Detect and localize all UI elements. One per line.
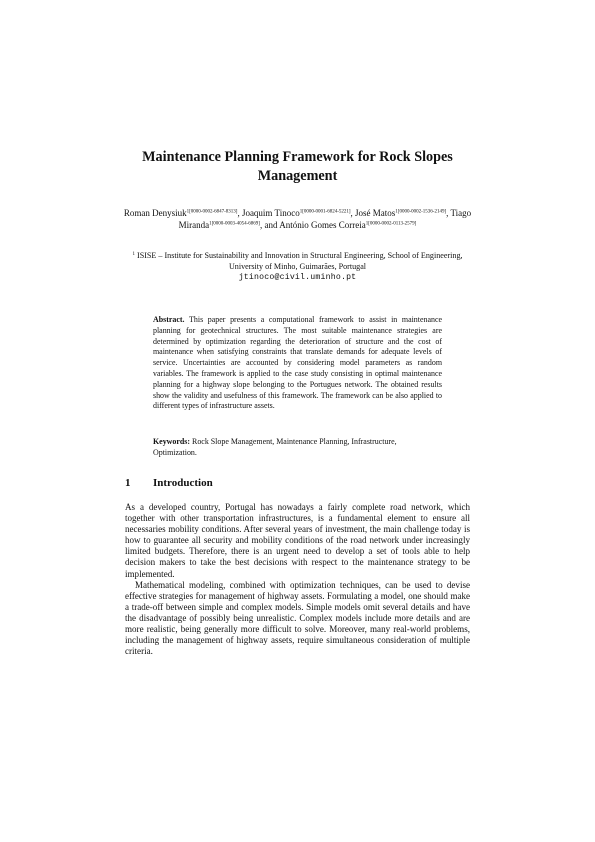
- paragraph: Mathematical modeling, combined with optimization techniques, can be used to devise effective strategies for management of highway assets. Formulating a model, one should make a trade-off between simple and complex models. Simple models omit several details and have the disadvantage of possibly being unrealistic. Complex models include more details and are more realistic, being generally more difficult to solve. Moreover, many real-world problems, including the management of highway assets, require simultaneous consideration of multiple criteria.: [125, 579, 470, 657]
- contact-email[interactable]: jtinoco@civil.uminho.pt: [238, 272, 357, 282]
- affiliation: $^1$ ISISE – Institute for Sustainability and Innovation in Structural Engineering, School of Engineering, University of Minho, Guimarães, Portugal: [132, 251, 463, 271]
- author-affiliation-ref: 1[0000-0002-1536-2149]: [395, 209, 447, 215]
- keywords: [153, 437, 442, 459]
- affiliation-block: [122, 251, 473, 283]
- author-affiliation-ref: 1[0000-0001-6824-5221]: [299, 209, 351, 215]
- paragraph: As a developed country, Portugal has nowadays a fairly complete road network, which together with other transportation infrastructures, is a fundamental element to ensure all necessaries mobility conditions. After several years of investment, the main challenge today is how to guarantee all security and mobility conditions of the road network under increasingly limited budgets. Therefore, there is an urgent need to develop a set of tools able to help decision makers to take the best decisions with respect to the maintenance strategy to be implemented.: [125, 502, 470, 579]
- section-number: 1: [125, 477, 131, 489]
- author-affiliation-ref: 1[0000-0002-0113-2579]: [365, 221, 417, 227]
- section-body: [125, 502, 470, 657]
- author-affiliation-ref: 1[0000-0002-6847-8313]: [186, 209, 238, 215]
- abstract-text: This paper presents a computational framework to assist in maintenance planning for geotechnical structures. The most suitable maintenance strategies are determined by optimization regarding the deterioration of structure and the cost of maintenance when satisfying constraints that translate demands for adequate levels of service. Uncertainties are accounted by considering model parameters as random variables. The framework is applied to the case study consisting in optimal maintenance planning for a highway slope belonging to the Portugues network. The obtained results show the validity and usefulness of this framework. The framework can be also applied to different types of infrastructure assets.: [153, 315, 443, 411]
- keywords-text: Rock Slope Management, Maintenance Planning, Infrastructure, Optimization.: [153, 437, 397, 457]
- author-affiliation-ref: 1[0000-0003-4054-6869]: [209, 221, 260, 227]
- paper-title: Maintenance Planning Framework for Rock Slopes Management: [142, 149, 453, 184]
- keywords-label: Keywords:: [153, 437, 191, 446]
- section-heading: [125, 477, 213, 489]
- section-title: Introduction: [153, 477, 213, 489]
- author: Roman Denysiuk$^{1[0000-0002-6847-8313]}$: [123, 208, 238, 218]
- author: Tiago Miranda$^{1[0000-0003-4054-6869]}$: [178, 208, 472, 230]
- author-list: Roman Denysiuk$^{1[0000-0002-6847-8313]}$, Joaquim Tinoco$^{1[0000-0001-6824-5221]}$, José Matos$^{1[0000-0002-1536-2149]}$, Tiago Miranda$^{1[0000-0003-4054-6869]}$, and António Gomes Correia$^{1[0000-0002-0113-2579]}$: [123, 208, 472, 230]
- abstract: [153, 315, 442, 412]
- abstract-label: Abstract.: [153, 315, 185, 324]
- author: José Matos$^{1[0000-0002-1536-2149]}$: [355, 208, 447, 218]
- author: Joaquim Tinoco$^{1[0000-0001-6824-5221]}$: [241, 208, 351, 218]
- author: António Gomes Correia$^{1[0000-0002-0113-2579]}$: [279, 219, 417, 230]
